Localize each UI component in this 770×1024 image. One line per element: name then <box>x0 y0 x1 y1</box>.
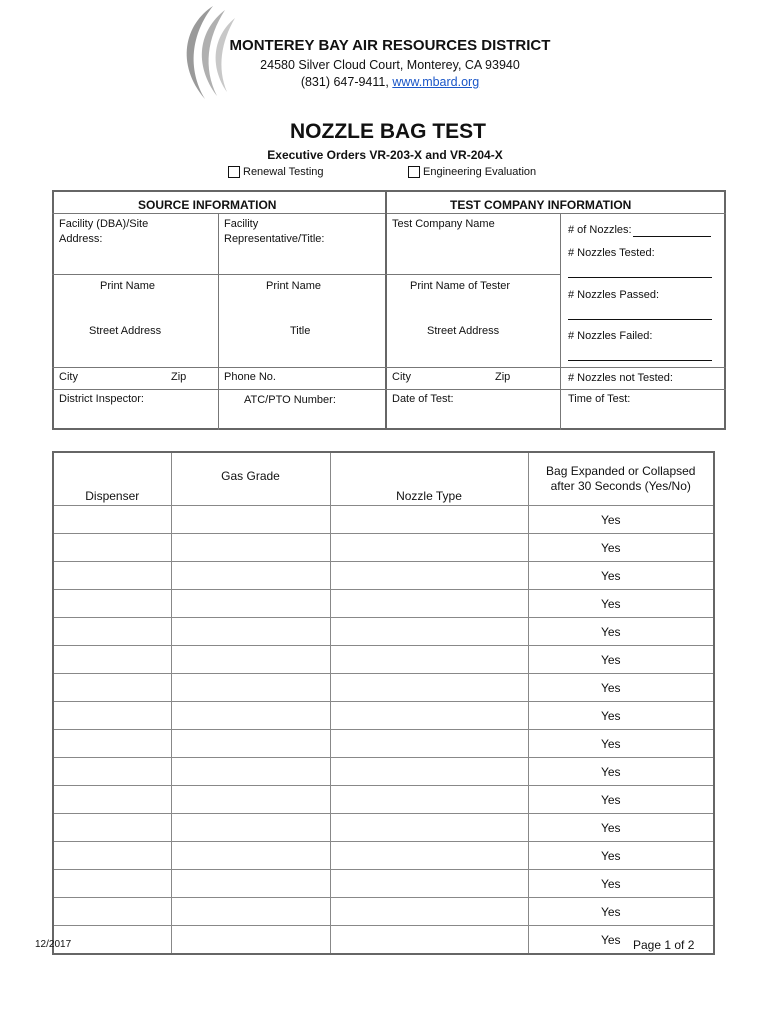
table-row <box>53 506 714 534</box>
table-row <box>53 758 714 786</box>
dispenser-cell[interactable] <box>53 842 171 870</box>
nozzles-input-line[interactable] <box>633 235 711 237</box>
nozzle-type-cell[interactable] <box>330 618 528 646</box>
phone-label: Phone No. <box>224 371 276 383</box>
dispenser-column-header <box>53 452 171 506</box>
nozzle-type-cell[interactable] <box>330 534 528 562</box>
facility-label-line1: Facility (DBA)/Site <box>59 218 149 230</box>
nozzle-type-cell[interactable] <box>330 562 528 590</box>
dispenser-cell[interactable] <box>53 674 171 702</box>
page-number: Page 1 of 2 <box>633 938 695 952</box>
bag-result-cell[interactable]: Yes <box>528 534 714 562</box>
form-divider <box>52 389 726 390</box>
nozzle-type-cell[interactable] <box>330 702 528 730</box>
facility-address-label <box>59 217 148 247</box>
gas-grade-cell[interactable] <box>171 702 330 730</box>
renewal-testing-checkbox[interactable] <box>228 166 324 178</box>
tester-print-name-label: Print Name of Tester <box>410 280 511 292</box>
dispenser-cell[interactable] <box>53 590 171 618</box>
page-subtitle: Executive Orders VR-203-X and VR-204-X <box>267 148 503 162</box>
checkbox-square-icon[interactable] <box>228 166 240 178</box>
form-divider <box>218 213 219 430</box>
bag-result-cell[interactable]: Yes <box>528 898 714 926</box>
nozzle-type-cell[interactable] <box>330 898 528 926</box>
gas-grade-cell[interactable] <box>171 534 330 562</box>
nozzle-type-cell[interactable] <box>330 786 528 814</box>
table-row <box>53 534 714 562</box>
bag-result-cell[interactable]: Yes <box>528 506 714 534</box>
dispenser-cell[interactable] <box>53 534 171 562</box>
gas-grade-cell[interactable] <box>171 506 330 534</box>
bag-result-cell[interactable]: Yes <box>528 842 714 870</box>
gas-grade-column-header <box>171 452 330 506</box>
nozzle-type-header-text: Nozzle Type <box>396 489 462 503</box>
nozzle-type-cell[interactable] <box>330 590 528 618</box>
bag-result-cell[interactable]: Yes <box>528 702 714 730</box>
table-row <box>53 898 714 926</box>
tester-zip-label: Zip <box>495 371 511 383</box>
nozzles-tested-label: # Nozzles Tested: <box>568 247 655 259</box>
nozzles-passed-label: # Nozzles Passed: <box>568 289 660 301</box>
district-inspector-label: District Inspector: <box>59 393 144 405</box>
form-divider <box>52 367 726 368</box>
nozzles-passed-input-line[interactable] <box>568 318 712 320</box>
nozzle-type-cell[interactable] <box>330 506 528 534</box>
revision-date: 12/2017 <box>35 939 72 950</box>
date-of-test-label: Date of Test: <box>392 393 454 405</box>
bag-result-cell[interactable]: Yes <box>528 674 714 702</box>
bag-header-line1: Bag Expanded or Collapsed <box>546 464 696 478</box>
dispenser-cell[interactable] <box>53 730 171 758</box>
engineering-evaluation-checkbox[interactable] <box>408 166 536 178</box>
form-divider <box>52 213 726 214</box>
gas-grade-cell[interactable] <box>171 562 330 590</box>
table-row <box>53 562 714 590</box>
table-row <box>53 842 714 870</box>
gas-grade-header-text: Gas Grade <box>221 469 280 483</box>
renewal-testing-label: Renewal Testing <box>243 166 324 178</box>
time-of-test-label: Time of Test: <box>568 393 631 405</box>
facility-rep-label <box>224 217 324 247</box>
dispenser-cell[interactable] <box>53 786 171 814</box>
table-row <box>53 814 714 842</box>
nozzle-type-cell[interactable] <box>330 730 528 758</box>
table-row <box>53 646 714 674</box>
rep-print-name-label: Print Name <box>266 280 322 292</box>
gas-grade-cell[interactable] <box>171 646 330 674</box>
bag-result-cell[interactable]: Yes <box>528 618 714 646</box>
street-address-label: Street Address <box>89 325 162 337</box>
bag-result-column-header <box>528 452 714 506</box>
bag-result-cell[interactable]: Yes <box>528 562 714 590</box>
nozzles-not-tested-label: # Nozzles not Tested: <box>568 372 673 384</box>
nozzle-type-cell[interactable] <box>330 646 528 674</box>
bag-result-cell[interactable]: Yes <box>528 758 714 786</box>
rep-label-line1: Facility <box>224 218 259 230</box>
nozzle-type-cell[interactable] <box>330 870 528 898</box>
page-title: NOZZLE BAG TEST <box>290 120 486 143</box>
table-row <box>53 730 714 758</box>
district-logo <box>165 4 245 104</box>
rep-label-line2: Representative/Title: <box>224 233 325 245</box>
table-row <box>53 590 714 618</box>
nozzle-type-cell[interactable] <box>330 674 528 702</box>
dispenser-cell[interactable] <box>53 758 171 786</box>
dispenser-header-text: Dispenser <box>85 489 140 503</box>
atc-pto-label: ATC/PTO Number: <box>244 394 336 406</box>
zip-label: Zip <box>171 371 187 383</box>
form-divider <box>52 274 560 275</box>
gas-grade-cell[interactable] <box>171 898 330 926</box>
gas-grade-cell[interactable] <box>171 842 330 870</box>
gas-grade-cell[interactable] <box>171 870 330 898</box>
nozzle-type-cell[interactable] <box>330 814 528 842</box>
test-company-header: TEST COMPANY INFORMATION <box>450 198 632 212</box>
dispenser-cell[interactable] <box>53 898 171 926</box>
city-label: City <box>59 371 78 383</box>
checkbox-square-icon[interactable] <box>408 166 420 178</box>
dispenser-cell[interactable] <box>53 814 171 842</box>
nozzle-test-table <box>52 451 715 955</box>
org-contact <box>0 75 770 89</box>
org-website-link[interactable]: www.mbard.org <box>392 75 480 89</box>
dispenser-cell[interactable] <box>53 646 171 674</box>
table-row <box>53 786 714 814</box>
nozzles-label: # of Nozzles: <box>568 224 632 236</box>
tester-street-address-label: Street Address <box>427 325 500 337</box>
gas-grade-cell[interactable] <box>171 786 330 814</box>
table-row <box>53 926 714 955</box>
dispenser-cell[interactable] <box>53 618 171 646</box>
gas-grade-cell[interactable] <box>171 758 330 786</box>
dispenser-cell[interactable] <box>53 870 171 898</box>
tester-city-label: City <box>392 371 411 383</box>
print-name-label: Print Name <box>100 280 156 292</box>
nozzles-failed-input-line[interactable] <box>568 359 712 361</box>
nozzles-tested-input-line[interactable] <box>568 276 712 278</box>
bag-result-cell[interactable]: Yes <box>528 646 714 674</box>
org-phone: (831) 647-9411, <box>300 75 389 89</box>
gas-grade-cell[interactable] <box>171 730 330 758</box>
table-header-row <box>53 452 714 506</box>
engineering-evaluation-label: Engineering Evaluation <box>423 166 537 178</box>
table-row <box>53 674 714 702</box>
bag-result-cell[interactable]: Yes <box>528 814 714 842</box>
org-address: 24580 Silver Cloud Court, Monterey, CA 93940 <box>260 58 520 72</box>
table-row <box>53 618 714 646</box>
table-row <box>53 870 714 898</box>
gas-grade-cell[interactable] <box>171 814 330 842</box>
form-divider <box>385 190 387 430</box>
dispenser-cell[interactable] <box>53 702 171 730</box>
form-divider <box>560 213 561 430</box>
bag-result-cell[interactable]: Yes <box>528 926 714 955</box>
nozzle-type-cell[interactable] <box>330 926 528 955</box>
gas-grade-cell[interactable] <box>171 926 330 955</box>
gas-grade-cell[interactable] <box>171 674 330 702</box>
gas-grade-cell[interactable] <box>171 590 330 618</box>
test-company-name-label: Test Company Name <box>392 218 495 230</box>
facility-label-line2: Address: <box>59 233 103 245</box>
bag-result-cell[interactable]: Yes <box>528 590 714 618</box>
gas-grade-cell[interactable] <box>171 618 330 646</box>
title-label: Title <box>290 325 311 337</box>
nozzle-type-column-header <box>330 452 528 506</box>
nozzles-failed-label: # Nozzles Failed: <box>568 330 653 342</box>
dispenser-cell[interactable] <box>53 506 171 534</box>
bag-result-cell[interactable]: Yes <box>528 786 714 814</box>
bag-result-cell[interactable]: Yes <box>528 870 714 898</box>
nozzle-type-cell[interactable] <box>330 842 528 870</box>
org-name: MONTEREY BAY AIR RESOURCES DISTRICT <box>229 37 551 54</box>
bag-result-cell[interactable]: Yes <box>528 730 714 758</box>
table-row <box>53 702 714 730</box>
dispenser-cell[interactable] <box>53 562 171 590</box>
source-info-header: SOURCE INFORMATION <box>138 198 277 212</box>
nozzle-type-cell[interactable] <box>330 758 528 786</box>
bag-header-line2: after 30 Seconds (Yes/No) <box>550 479 691 493</box>
